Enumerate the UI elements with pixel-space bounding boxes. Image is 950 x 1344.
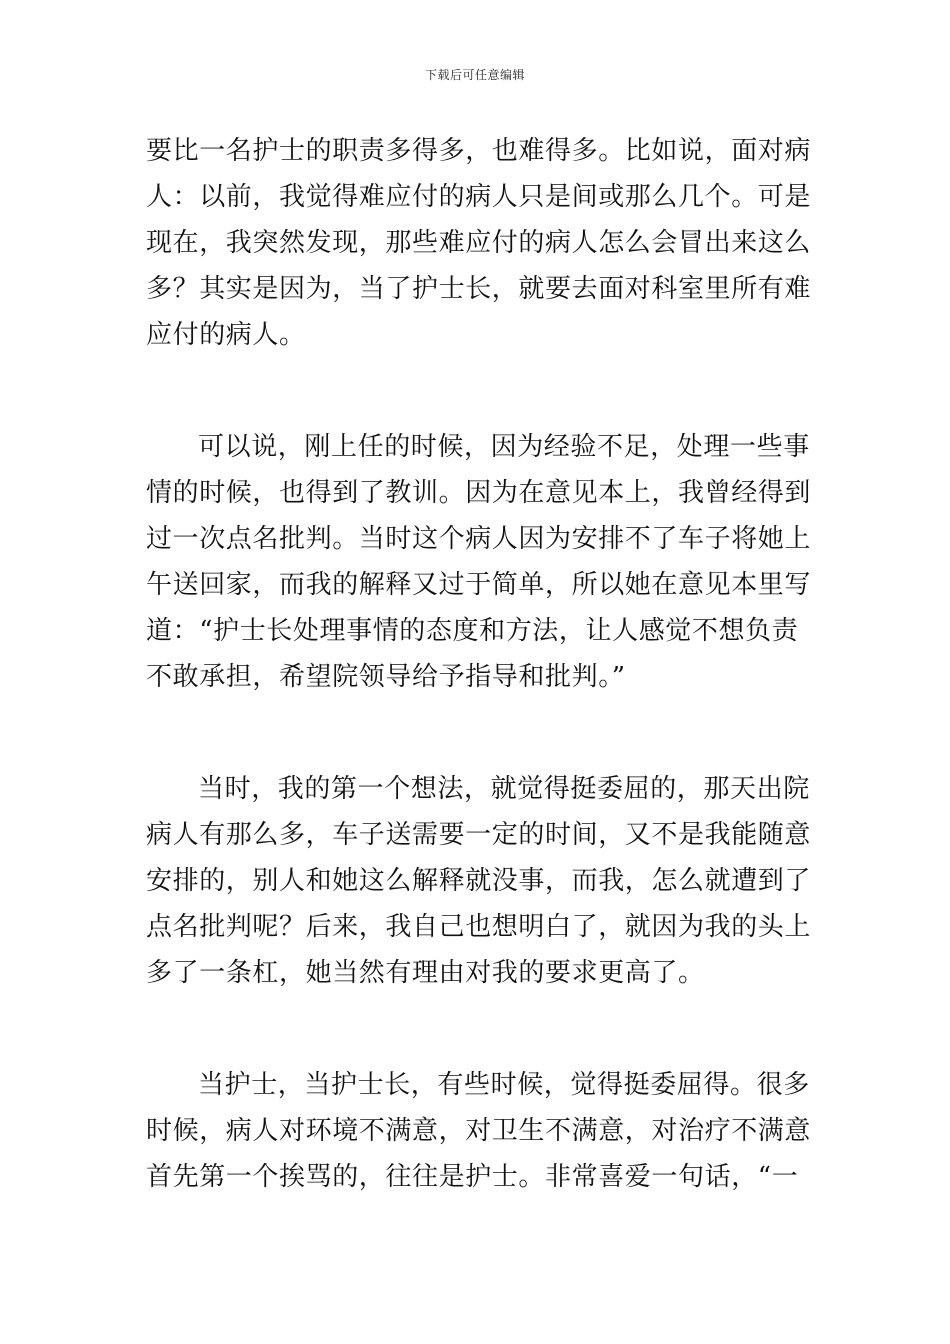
- paragraph-gap: [146, 358, 808, 424]
- paragraph-gap: [146, 700, 808, 766]
- text-line: 情的时候，也得到了教训。因为在意见本上，我曾经得到: [146, 478, 812, 508]
- paragraph-2: [146, 424, 812, 700]
- text-line: 应付的病人。: [146, 320, 306, 350]
- text-line: 时候，病人对环境不满意，对卫生不满意，对治疗不满意: [146, 1116, 812, 1146]
- text-line: 人：以前，我觉得难应付的病人只是间或那么几个。可是: [146, 182, 812, 212]
- text-line: 不敢承担，希望院领导给予指导和批判。”: [146, 662, 626, 692]
- text-line: 多？其实是因为，当了护士长，就要去面对科室里所有难: [146, 274, 812, 304]
- text-line: 午送回家，而我的解释又过于简单，所以她在意见本里写: [146, 570, 812, 600]
- text-line: 首先第一个挨骂的，往往是护士。非常喜爱一句话，“一: [146, 1162, 799, 1192]
- document-body: [146, 128, 812, 1200]
- text-line: 现在，我突然发现，那些难应付的病人怎么会冒出来这么: [146, 228, 812, 258]
- text-line: 道：“护士长处理事情的态度和方法，让人感觉不想负责: [146, 616, 799, 646]
- paragraph-gap: [146, 996, 808, 1062]
- text-line-first: 可以说，刚上任的时候，因为经验不足，处理一些事: [198, 432, 810, 462]
- text-line: 病人有那么多，车子送需要一定的时间，又不是我能随意: [146, 820, 812, 850]
- text-line: 多了一条杠，她当然有理由对我的要求更高了。: [146, 958, 705, 988]
- paragraph-4: [146, 1062, 812, 1200]
- text-line-first: 当时，我的第一个想法，就觉得挺委屈的，那天出院: [198, 774, 810, 804]
- paragraph-1: [146, 128, 812, 358]
- page-header: 下载后可任意编辑: [424, 68, 525, 82]
- text-line: 点名批判呢？后来，我自己也想明白了，就因为我的头上: [146, 912, 812, 942]
- text-line-first: 当护士，当护士长，有些时候，觉得挺委屈得。很多: [198, 1070, 810, 1100]
- text-line: 过一次点名批判。当时这个病人因为安排不了车子将她上: [146, 524, 812, 554]
- paragraph-3: [146, 766, 812, 996]
- text-line: 要比一名护士的职责多得多，也难得多。比如说，面对病: [146, 136, 812, 166]
- text-line: 安排的，别人和她这么解释就没事，而我，怎么就遭到了: [146, 866, 812, 896]
